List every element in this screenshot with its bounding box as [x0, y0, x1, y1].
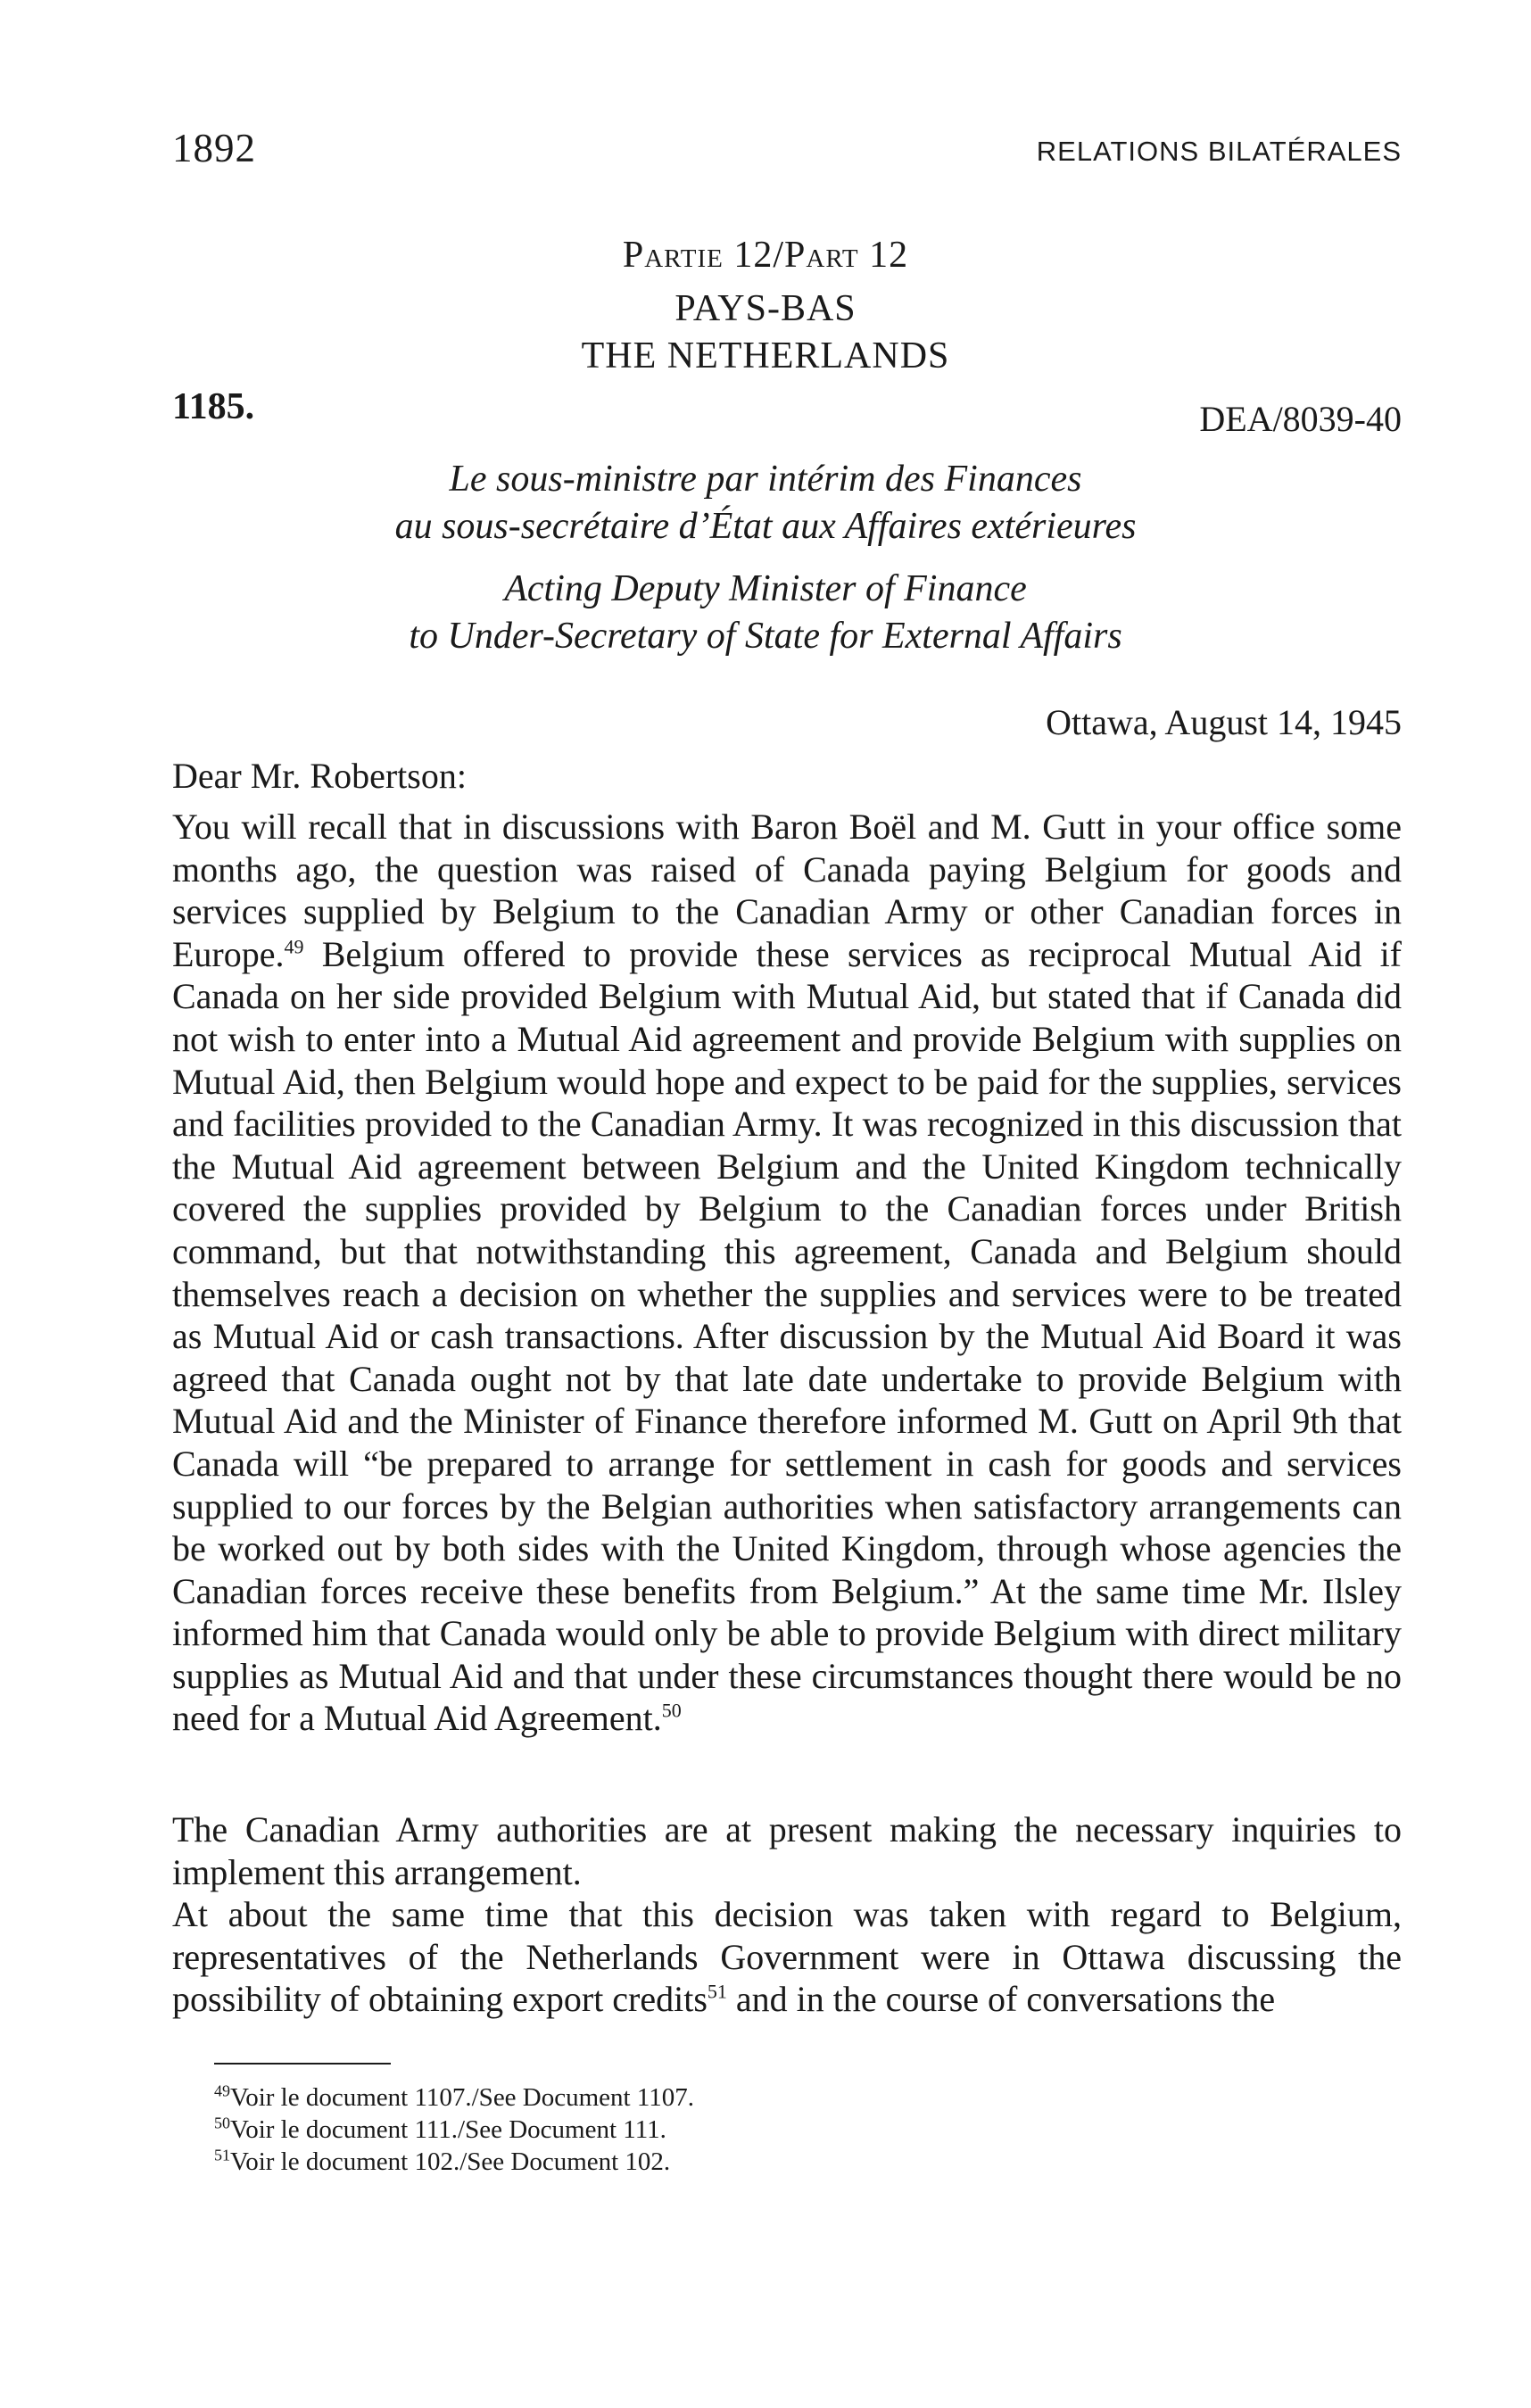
footnote-51	[214, 2147, 670, 2177]
country-heading-en: THE NETHERLANDS	[581, 335, 950, 377]
part-heading: Partie 12/Part 12	[622, 235, 909, 276]
footnote-49	[214, 2083, 694, 2113]
footnote-number: 49	[214, 2081, 230, 2100]
paragraph-1-text-a: You will recall that in discussions with Baron Boël and M. Gutt in your office some months ago, the question was raised of Canada paying Belgium for goods and services supplied by Belgium to the Canadian Army or other Canadian forces in Europe.	[172, 807, 1402, 974]
footnote-number: 51	[214, 2146, 230, 2164]
footnote-ref-49: 49	[284, 935, 304, 958]
footnote-text: Voir le document 111./See Document 111.	[230, 2115, 666, 2144]
paragraph-1-text-b: Belgium offered to provide these services as reciprocal Mutual Aid if Canada on her side provided Belgium with Mutual Aid, but stated that if Canada did not wish to enter into a Mutual Aid agreement and provide Belgium with supplies on Mutual Aid, then Belgium would hope and expect to be paid for the supplies, services and facilities provided to the Canadian Army. It was recognized in this discussion that the Mutual Aid agreement between Belgium and the United Kingdom technically covered the supplies provided by Belgium to the Canadian forces under British command, but that notwithstanding this agreement, Canada and Belgium should themselves reach a decision on whether the supplies and services were to be treated as Mutual Aid or cash transactions. After discussion by the Mutual Aid Board it was agreed that Canada ought not by that late date undertake to provide Belgium with Mutual Aid and the Minister of Finance therefore informed M. Gutt on April 9th that Canada will “be prepared to arrange for settlement in cash for goods and services supplied to our forces by the Belgian authorities when satisfactory arrangements can be worked out by both sides with the United Kingdom, through whose agencies the Canadian forces receive these benefits from Belgium.” At the same time Mr. Ilsley informed him that Canada would only be able to provide Belgium with direct military supplies as Mutual Aid and that under these circumstances thought there would be no need for a Mutual Aid Agreement.	[172, 933, 1402, 1739]
paragraph-3-text-b: and in the course of conversations the	[726, 1979, 1276, 2020]
body-paragraph-2	[172, 1808, 1402, 1906]
title-en-line-2: to Under-Secretary of State for External Affairs	[409, 616, 1122, 657]
paragraph-3-text-a: At about the same time that this decision was taken with regard to Belgium, representatives of the Netherlands Government were in Ottawa discussing the possibility of obtaining export credits	[172, 1894, 1402, 2020]
footnote-text: Voir le document 1107./See Document 1107.	[230, 2083, 695, 2112]
document-number: 1185.	[172, 386, 255, 427]
running-head: RELATIONS BILATÉRALES	[1036, 136, 1402, 167]
footnote-number: 50	[214, 2114, 230, 2132]
body-paragraph-3	[172, 1893, 1402, 2033]
footnote-ref-50: 50	[661, 1700, 682, 1723]
page-number: 1892	[172, 126, 256, 170]
salutation: Dear Mr. Robertson:	[172, 756, 467, 796]
title-en-line-1: Acting Deputy Minister of Finance	[504, 568, 1027, 609]
file-reference: DEA/8039-40	[1199, 399, 1402, 439]
title-fr-line-2: au sous-secrétaire d’État aux Affaires extérieures	[394, 506, 1137, 547]
footnote-50	[214, 2115, 666, 2145]
footnote-divider	[214, 2063, 391, 2065]
body-paragraph-1	[172, 806, 1402, 1752]
footnote-text: Voir le document 102./See Document 102.	[230, 2147, 671, 2176]
country-heading-fr: PAYS-BAS	[674, 288, 857, 329]
footnote-ref-51: 51	[707, 1980, 727, 2003]
dateline: Ottawa, August 14, 1945	[1046, 702, 1402, 742]
paragraph-2-text: The Canadian Army authorities are at present making the necessary inquiries to implement this arrangement.	[172, 1809, 1402, 1892]
title-fr-line-1: Le sous-ministre par intérim des Finances	[449, 459, 1082, 500]
